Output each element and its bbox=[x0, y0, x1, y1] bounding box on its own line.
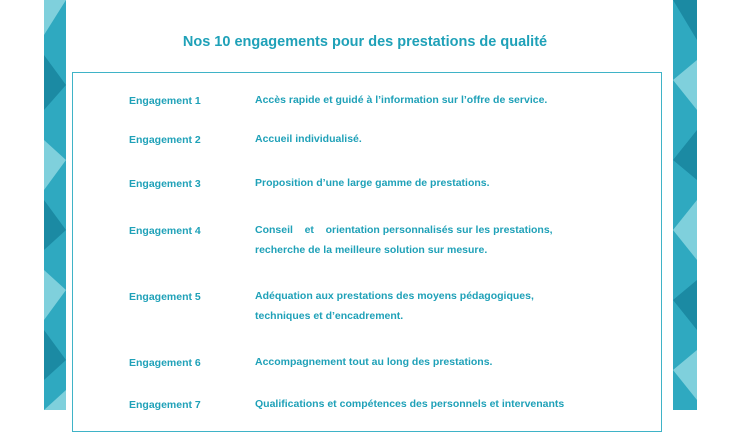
engagement-text bbox=[255, 352, 585, 372]
engagement-text-line: Qualifications et compétences des personnels et intervenants bbox=[255, 398, 565, 410]
engagement-label: Engagement 6 bbox=[129, 357, 201, 369]
engagement-label: Engagement 3 bbox=[129, 178, 201, 190]
engagement-text bbox=[255, 394, 585, 414]
engagement-text-line: Accompagnement tout au long des prestations. bbox=[255, 356, 493, 368]
engagement-text-line: Accès rapide et guidé à l’information sur l’offre de service. bbox=[255, 94, 548, 106]
engagement-text bbox=[255, 90, 585, 110]
engagement-text-line: Proposition d’une large gamme de prestations. bbox=[255, 177, 490, 189]
engagement-text bbox=[255, 129, 585, 149]
decorative-band-right bbox=[673, 0, 697, 410]
engagement-label: Engagement 1 bbox=[129, 95, 201, 107]
page-title: Nos 10 engagements pour des prestations de qualité bbox=[182, 34, 548, 50]
engagement-text-line: recherche de la meilleure solution sur mesure. bbox=[255, 244, 488, 256]
engagement-text bbox=[255, 286, 585, 326]
engagement-text-line: Conseil et orientation personnalisés sur les prestations, bbox=[255, 224, 553, 236]
engagement-text bbox=[255, 220, 585, 260]
engagement-label: Engagement 4 bbox=[129, 225, 201, 237]
engagement-label: Engagement 7 bbox=[129, 399, 201, 411]
engagement-text-line: Accueil individualisé. bbox=[255, 133, 362, 145]
engagement-text-line: Adéquation aux prestations des moyens pédagogiques, bbox=[255, 290, 534, 302]
engagement-text bbox=[255, 173, 585, 193]
decorative-band-left bbox=[44, 0, 66, 410]
engagement-text-line: techniques et d’encadrement. bbox=[255, 310, 404, 322]
engagement-label: Engagement 5 bbox=[129, 291, 201, 303]
engagement-label: Engagement 2 bbox=[129, 134, 201, 146]
